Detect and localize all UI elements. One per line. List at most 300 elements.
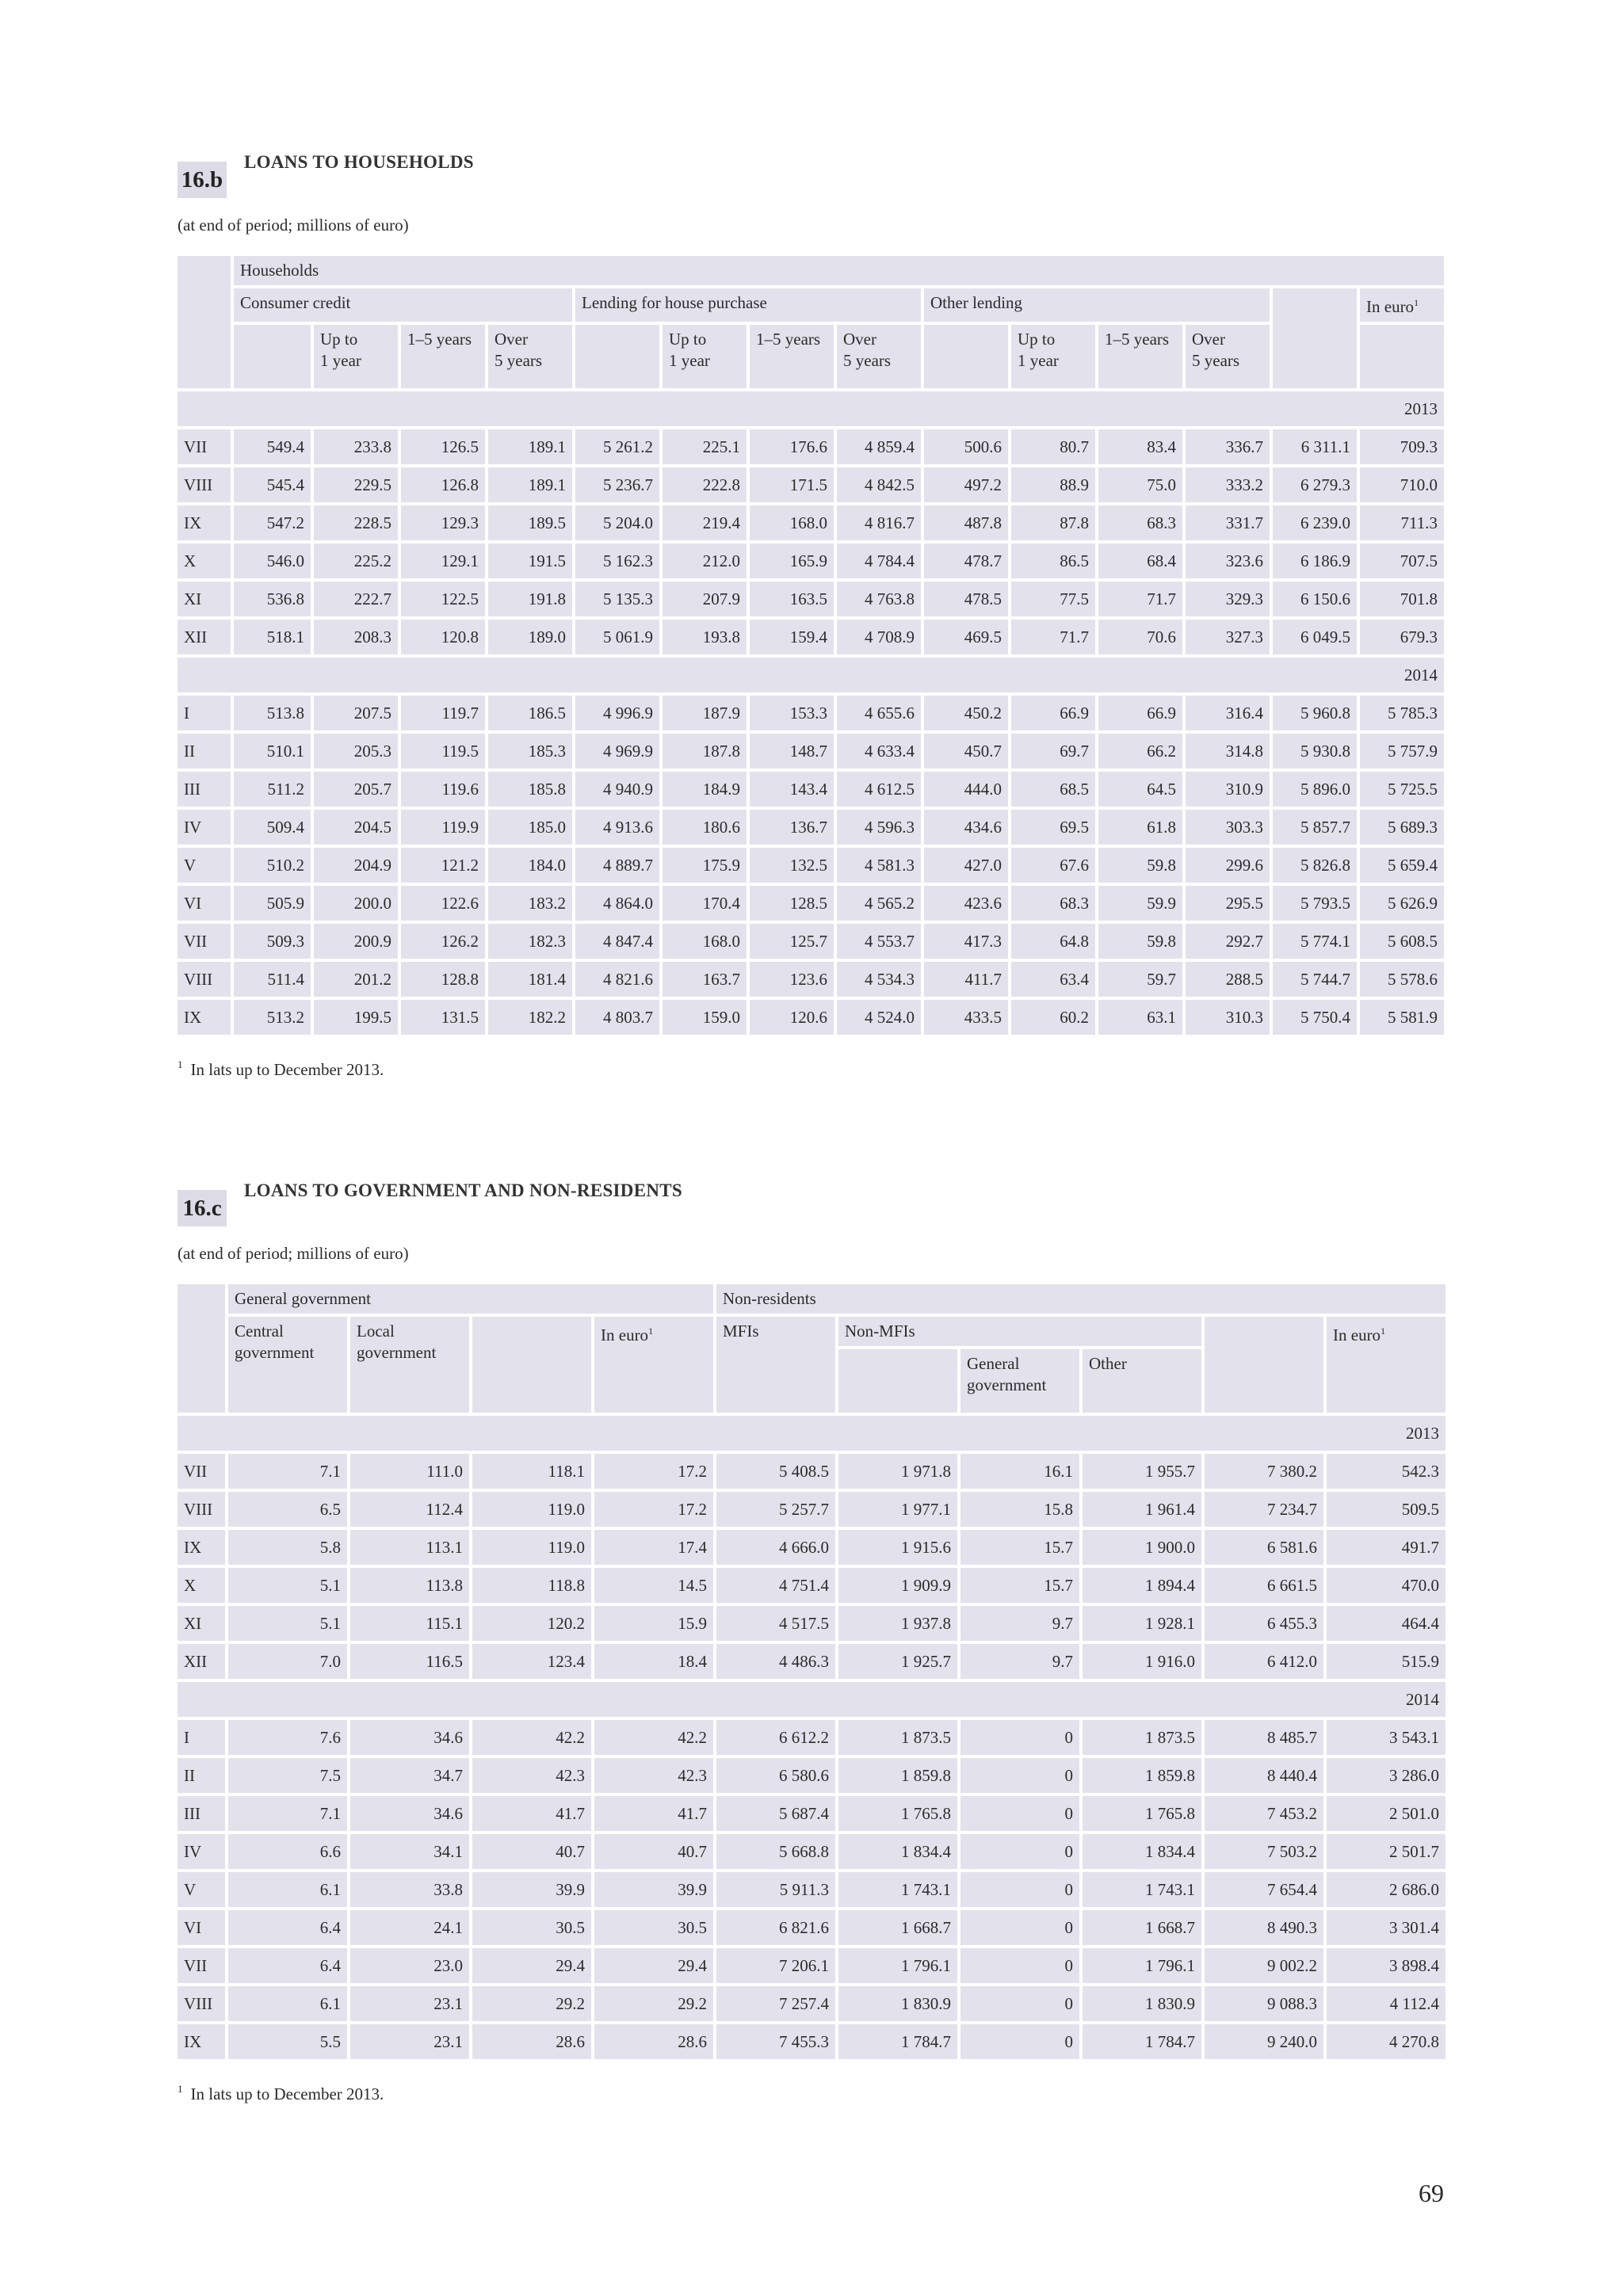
table-cell: 7 206.1 <box>716 1948 835 1983</box>
table-row <box>178 582 1444 616</box>
table-cell: 5 236.7 <box>575 467 659 502</box>
table-cell: 205.3 <box>314 734 398 769</box>
table-cell: 545.4 <box>234 467 311 502</box>
table-cell: 6.1 <box>228 1872 347 1907</box>
table-cell: 323.6 <box>1186 543 1270 578</box>
table-cell: 513.2 <box>234 1000 311 1035</box>
table-cell: 4 708.9 <box>837 620 921 654</box>
section-code: 16.c <box>178 1190 227 1226</box>
table-cell: 122.5 <box>401 582 485 616</box>
table-cell: 118.1 <box>472 1454 591 1489</box>
section-title: LOANS TO HOUSEHOLDS <box>244 152 474 172</box>
month-label: VI <box>178 1910 225 1945</box>
table-cell: 59.8 <box>1098 848 1182 883</box>
year-label: 2013 <box>178 1416 1445 1451</box>
table-cell: 116.5 <box>350 1644 469 1679</box>
table-cell: 444.0 <box>924 772 1008 807</box>
footnote-text: In lats up to December 2013. <box>190 1060 384 1079</box>
header-in-euro: In euro$^1$ <box>1360 288 1444 322</box>
year-label: 2014 <box>178 658 1444 692</box>
table-cell: 222.8 <box>663 467 747 502</box>
header-other-lending: Other lending <box>924 288 1270 322</box>
header-mfis: MFIs <box>716 1317 835 1413</box>
table-cell: 68.3 <box>1011 886 1095 921</box>
table-row <box>178 696 1444 730</box>
table-cell: 171.5 <box>750 467 834 502</box>
table-cell: 5 581.9 <box>1360 1000 1444 1035</box>
table-cell: 219.4 <box>663 505 747 540</box>
table-cell: 336.7 <box>1186 429 1270 464</box>
table-cell: 225.1 <box>663 429 747 464</box>
table-cell: 119.0 <box>472 1530 591 1565</box>
table-cell: 9 240.0 <box>1205 2024 1323 2059</box>
table-cell: 518.1 <box>234 620 311 654</box>
table-cell: 59.9 <box>1098 886 1182 921</box>
header-lh-1-5: 1–5 years <box>750 325 834 388</box>
table-cell: 184.0 <box>488 848 572 883</box>
year-label: 2014 <box>178 1682 1445 1717</box>
year-row <box>178 1416 1445 1451</box>
table-cell: 1 925.7 <box>838 1644 957 1679</box>
table-cell: 6 279.3 <box>1273 467 1357 502</box>
table-cell: 204.5 <box>314 810 398 845</box>
month-label: X <box>178 1568 225 1603</box>
table-cell: 129.3 <box>401 505 485 540</box>
table-cell: 333.2 <box>1186 467 1270 502</box>
table-row <box>178 772 1444 807</box>
table-cell: 8 440.4 <box>1205 1758 1323 1793</box>
table-cell: 123.6 <box>750 962 834 997</box>
table-cell: 1 873.5 <box>1083 1720 1201 1755</box>
table-cell: 41.7 <box>594 1796 713 1831</box>
table-cell: 113.1 <box>350 1530 469 1565</box>
table-cell: 6 049.5 <box>1273 620 1357 654</box>
month-label: III <box>178 1796 225 1831</box>
table-cell: 464.4 <box>1327 1606 1445 1641</box>
table-cell: 427.0 <box>924 848 1008 883</box>
table-cell: 180.6 <box>663 810 747 845</box>
table-body <box>178 391 1444 1035</box>
table-cell: 68.4 <box>1098 543 1182 578</box>
month-label: III <box>178 772 231 807</box>
table-cell: 16.1 <box>960 1454 1079 1489</box>
table-cell: 121.2 <box>401 848 485 883</box>
table-cell: 701.8 <box>1360 582 1444 616</box>
table-cell: 0 <box>960 1948 1079 1983</box>
table-cell: 212.0 <box>663 543 747 578</box>
header-non-residents: Non-residents <box>716 1284 1445 1314</box>
table-cell: 34.6 <box>350 1720 469 1755</box>
table-row <box>178 2024 1445 2059</box>
table-cell: 7 503.2 <box>1205 1834 1323 1869</box>
table-cell: 165.9 <box>750 543 834 578</box>
table-cell: 75.0 <box>1098 467 1182 502</box>
table-cell: 4 842.5 <box>837 467 921 502</box>
table-cell: 159.0 <box>663 1000 747 1035</box>
table-cell: 191.8 <box>488 582 572 616</box>
table-cell: 4 803.7 <box>575 1000 659 1035</box>
table-row <box>178 1834 1445 1869</box>
table-cell: 510.1 <box>234 734 311 769</box>
month-label: IV <box>178 1834 225 1869</box>
table-cell: 119.0 <box>472 1492 591 1527</box>
table-cell: 23.0 <box>350 1948 469 1983</box>
table-cell: 42.2 <box>594 1720 713 1755</box>
table-cell: 5 659.4 <box>1360 848 1444 883</box>
table-cell: 709.3 <box>1360 429 1444 464</box>
table-cell: 126.8 <box>401 467 485 502</box>
table-row <box>178 734 1444 769</box>
table-cell: 0 <box>960 1758 1079 1793</box>
table-cell: 4 655.6 <box>837 696 921 730</box>
header-total <box>1273 288 1357 388</box>
table-cell: 185.0 <box>488 810 572 845</box>
table-cell: 128.5 <box>750 886 834 921</box>
table-cell: 23.1 <box>350 1986 469 2021</box>
table-cell: 5 750.4 <box>1273 1000 1357 1035</box>
header-nm-general-government: General government <box>960 1349 1079 1413</box>
table-row <box>178 1606 1445 1641</box>
table-cell: 15.9 <box>594 1606 713 1641</box>
table-row <box>178 1910 1445 1945</box>
table-cell: 1 961.4 <box>1083 1492 1201 1527</box>
table-cell: 707.5 <box>1360 543 1444 578</box>
table-cell: 71.7 <box>1098 582 1182 616</box>
table-cell: 417.3 <box>924 924 1008 959</box>
table-cell: 295.5 <box>1186 886 1270 921</box>
table-cell: 40.7 <box>594 1834 713 1869</box>
footnote-mark: 1 <box>178 2083 183 2095</box>
table-cell: 42.3 <box>472 1758 591 1793</box>
table-cell: 207.9 <box>663 582 747 616</box>
table-cell: 1 765.8 <box>838 1796 957 1831</box>
table-cell: 7 257.4 <box>716 1986 835 2021</box>
month-label: VII <box>178 429 231 464</box>
table-cell: 185.3 <box>488 734 572 769</box>
table-cell: 28.6 <box>594 2024 713 2059</box>
month-label: V <box>178 848 231 883</box>
table-cell: 5 896.0 <box>1273 772 1357 807</box>
table-cell: 515.9 <box>1327 1644 1445 1679</box>
year-row <box>178 1682 1445 1717</box>
table-cell: 5 061.9 <box>575 620 659 654</box>
table-row <box>178 1720 1445 1755</box>
table-cell: 497.2 <box>924 467 1008 502</box>
table-cell: 4 270.8 <box>1327 2024 1445 2059</box>
table-cell: 193.8 <box>663 620 747 654</box>
table-cell: 1 955.7 <box>1083 1454 1201 1489</box>
table-cell: 119.5 <box>401 734 485 769</box>
table-cell: 7 234.7 <box>1205 1492 1323 1527</box>
header-ol-1-5: 1–5 years <box>1098 325 1182 388</box>
table-cell: 9.7 <box>960 1644 1079 1679</box>
table-cell: 1 668.7 <box>1083 1910 1201 1945</box>
table-cell: 6 311.1 <box>1273 429 1357 464</box>
table-cell: 66.9 <box>1098 696 1182 730</box>
footnote <box>178 1058 1469 1080</box>
header-corner <box>178 1284 225 1413</box>
table-cell: 5.1 <box>228 1606 347 1641</box>
month-label: X <box>178 543 231 578</box>
table-cell: 5 857.7 <box>1273 810 1357 845</box>
table-cell: 191.5 <box>488 543 572 578</box>
month-label: VII <box>178 1454 225 1489</box>
table-cell: 2 501.0 <box>1327 1796 1445 1831</box>
table-cell: 222.7 <box>314 582 398 616</box>
month-label: II <box>178 1758 225 1793</box>
table-cell: 4 534.3 <box>837 962 921 997</box>
table-cell: 4 751.4 <box>716 1568 835 1603</box>
table-cell: 15.7 <box>960 1568 1079 1603</box>
table-cell: 433.5 <box>924 1000 1008 1035</box>
table-cell: 5 257.7 <box>716 1492 835 1527</box>
table-cell: 5 930.8 <box>1273 734 1357 769</box>
table-cell: 68.3 <box>1098 505 1182 540</box>
table-row <box>178 886 1444 921</box>
table-cell: 66.2 <box>1098 734 1182 769</box>
table-cell: 200.0 <box>314 886 398 921</box>
table-cell: 0 <box>960 1720 1079 1755</box>
table-cell: 450.7 <box>924 734 1008 769</box>
table-cell: 5 135.3 <box>575 582 659 616</box>
table-cell: 59.8 <box>1098 924 1182 959</box>
table-cell: 207.5 <box>314 696 398 730</box>
header-cc-1-5: 1–5 years <box>401 325 485 388</box>
table-cell: 208.3 <box>314 620 398 654</box>
table-cell: 159.4 <box>750 620 834 654</box>
table-cell: 175.9 <box>663 848 747 883</box>
table-cell: 331.7 <box>1186 505 1270 540</box>
table-cell: 5 668.8 <box>716 1834 835 1869</box>
table-cell: 510.2 <box>234 848 311 883</box>
header-consumer-credit: Consumer credit <box>234 288 572 322</box>
table-cell: 679.3 <box>1360 620 1444 654</box>
table-row <box>178 1644 1445 1679</box>
header-corner <box>178 256 231 388</box>
table-cell: 7 453.2 <box>1205 1796 1323 1831</box>
table-cell: 189.5 <box>488 505 572 540</box>
table-cell: 5 626.9 <box>1360 886 1444 921</box>
table-cell: 176.6 <box>750 429 834 464</box>
table-cell: 4 633.4 <box>837 734 921 769</box>
table-cell: 470.0 <box>1327 1568 1445 1603</box>
header-nm-other: Other <box>1083 1349 1201 1413</box>
section-title: LOANS TO GOVERNMENT AND NON-RESIDENTS <box>244 1180 682 1200</box>
table-cell: 233.8 <box>314 429 398 464</box>
header-lh-over-5: Over 5 years <box>837 325 921 388</box>
table-cell: 112.4 <box>350 1492 469 1527</box>
table-cell: 6 821.6 <box>716 1910 835 1945</box>
section-16c <box>178 1179 1469 2104</box>
table-cell: 63.4 <box>1011 962 1095 997</box>
table-cell: 1 937.8 <box>838 1606 957 1641</box>
table-cell: 7.1 <box>228 1454 347 1489</box>
table-cell: 77.5 <box>1011 582 1095 616</box>
header-gg-total <box>472 1317 591 1413</box>
table-cell: 122.6 <box>401 886 485 921</box>
table-cell: 4 940.9 <box>575 772 659 807</box>
table-cell: 4 821.6 <box>575 962 659 997</box>
table-cell: 4 913.6 <box>575 810 659 845</box>
table-cell: 129.1 <box>401 543 485 578</box>
table-cell: 201.2 <box>314 962 398 997</box>
table-cell: 6 581.6 <box>1205 1530 1323 1565</box>
table-cell: 41.7 <box>472 1796 591 1831</box>
table-cell: 3 286.0 <box>1327 1758 1445 1793</box>
table-cell: 7.1 <box>228 1796 347 1831</box>
table-cell: 5 793.5 <box>1273 886 1357 921</box>
table-cell: 536.8 <box>234 582 311 616</box>
section-16b <box>178 151 1469 1080</box>
table-cell: 6 239.0 <box>1273 505 1357 540</box>
year-label: 2013 <box>178 391 1444 426</box>
table-cell: 39.9 <box>594 1872 713 1907</box>
table-cell: 1 743.1 <box>838 1872 957 1907</box>
table-cell: 200.9 <box>314 924 398 959</box>
month-label: VIII <box>178 1986 225 2021</box>
table-cell: 710.0 <box>1360 467 1444 502</box>
table-cell: 69.7 <box>1011 734 1095 769</box>
table-cell: 2 686.0 <box>1327 1872 1445 1907</box>
table-header <box>178 1284 1445 1413</box>
table-cell: 1 971.8 <box>838 1454 957 1489</box>
table-cell: 1 977.1 <box>838 1492 957 1527</box>
table-cell: 1 859.8 <box>838 1758 957 1793</box>
table-cell: 119.6 <box>401 772 485 807</box>
table-cell: 1 834.4 <box>838 1834 957 1869</box>
table-cell: 64.8 <box>1011 924 1095 959</box>
table-cell: 4 847.4 <box>575 924 659 959</box>
table-cell: 1 900.0 <box>1083 1530 1201 1565</box>
table-cell: 67.6 <box>1011 848 1095 883</box>
table-cell: 314.8 <box>1186 734 1270 769</box>
table-cell: 509.5 <box>1327 1492 1445 1527</box>
month-label: I <box>178 1720 225 1755</box>
table-cell: 228.5 <box>314 505 398 540</box>
table-cell: 18.4 <box>594 1644 713 1679</box>
table-cell: 28.6 <box>472 2024 591 2059</box>
year-row <box>178 391 1444 426</box>
table-cell: 23.1 <box>350 2024 469 2059</box>
table-cell: 1 834.4 <box>1083 1834 1201 1869</box>
table-cell: 131.5 <box>401 1000 485 1035</box>
table-cell: 4 666.0 <box>716 1530 835 1565</box>
table-cell: 4 553.7 <box>837 924 921 959</box>
table-cell: 1 928.1 <box>1083 1606 1201 1641</box>
header-non-mfis: Non-MFIs <box>838 1317 1201 1346</box>
month-label: V <box>178 1872 225 1907</box>
table-cell: 511.2 <box>234 772 311 807</box>
table-cell: 70.6 <box>1098 620 1182 654</box>
table-cell: 9.7 <box>960 1606 1079 1641</box>
table-row <box>178 962 1444 997</box>
table-cell: 1 915.6 <box>838 1530 957 1565</box>
table-row <box>178 1530 1445 1565</box>
month-label: VIII <box>178 962 231 997</box>
table-cell: 204.9 <box>314 848 398 883</box>
table-cell: 3 301.4 <box>1327 1910 1445 1945</box>
month-label: VIII <box>178 467 231 502</box>
table-cell: 3 543.1 <box>1327 1720 1445 1755</box>
section-header <box>178 1179 1469 1226</box>
table-row <box>178 848 1444 883</box>
table-cell: 6 580.6 <box>716 1758 835 1793</box>
table-row <box>178 924 1444 959</box>
table-cell: 1 830.9 <box>1083 1986 1201 2021</box>
table-cell: 113.8 <box>350 1568 469 1603</box>
table-row <box>178 505 1444 540</box>
table-cell: 148.7 <box>750 734 834 769</box>
table-cell: 42.2 <box>472 1720 591 1755</box>
table-cell: 5 774.1 <box>1273 924 1357 959</box>
table-cell: 5 578.6 <box>1360 962 1444 997</box>
table-cell: 30.5 <box>594 1910 713 1945</box>
table-cell: 6.1 <box>228 1986 347 2021</box>
footnote <box>178 2083 1469 2104</box>
header-gg-in-euro: In euro$^1$ <box>594 1317 713 1413</box>
table-cell: 288.5 <box>1186 962 1270 997</box>
table-cell: 87.8 <box>1011 505 1095 540</box>
table-cell: 4 996.9 <box>575 696 659 730</box>
section-header <box>178 151 1469 198</box>
header-local-government: Local government <box>350 1317 469 1413</box>
table-cell: 6.5 <box>228 1492 347 1527</box>
table-cell: 63.1 <box>1098 1000 1182 1035</box>
table-cell: 184.9 <box>663 772 747 807</box>
table-cell: 71.7 <box>1011 620 1095 654</box>
table-cell: 487.8 <box>924 505 1008 540</box>
table-cell: 6 186.9 <box>1273 543 1357 578</box>
table-cell: 4 864.0 <box>575 886 659 921</box>
table-row <box>178 1758 1445 1793</box>
table-row <box>178 1948 1445 1983</box>
table-cell: 115.1 <box>350 1606 469 1641</box>
table-cell: 1 909.9 <box>838 1568 957 1603</box>
table-cell: 327.3 <box>1186 620 1270 654</box>
header-in-euro-blank <box>1360 325 1444 388</box>
table-cell: 132.5 <box>750 848 834 883</box>
table-cell: 128.8 <box>401 962 485 997</box>
table-cell: 478.5 <box>924 582 1008 616</box>
table-cell: 17.2 <box>594 1492 713 1527</box>
table-cell: 5 826.8 <box>1273 848 1357 883</box>
table-cell: 5 744.7 <box>1273 962 1357 997</box>
table-cell: 111.0 <box>350 1454 469 1489</box>
month-label: XI <box>178 1606 225 1641</box>
table-cell: 24.1 <box>350 1910 469 1945</box>
table-cell: 1 743.1 <box>1083 1872 1201 1907</box>
month-label: IV <box>178 810 231 845</box>
header-lending-house: Lending for house purchase <box>575 288 921 322</box>
table-cell: 7.6 <box>228 1720 347 1755</box>
table-cell: 5 785.3 <box>1360 696 1444 730</box>
table-cell: 1 894.4 <box>1083 1568 1201 1603</box>
table-cell: 34.6 <box>350 1796 469 1831</box>
table-cell: 170.4 <box>663 886 747 921</box>
table-cell: 411.7 <box>924 962 1008 997</box>
table-cell: 9 002.2 <box>1205 1948 1323 1983</box>
table-cell: 69.5 <box>1011 810 1095 845</box>
month-label: IX <box>178 1530 225 1565</box>
table-cell: 143.4 <box>750 772 834 807</box>
month-label: VII <box>178 1948 225 1983</box>
table-cell: 29.4 <box>472 1948 591 1983</box>
table-cell: 118.8 <box>472 1568 591 1603</box>
table-cell: 0 <box>960 2024 1079 2059</box>
table-cell: 59.7 <box>1098 962 1182 997</box>
table-row <box>178 1454 1445 1489</box>
table-cell: 30.5 <box>472 1910 591 1945</box>
